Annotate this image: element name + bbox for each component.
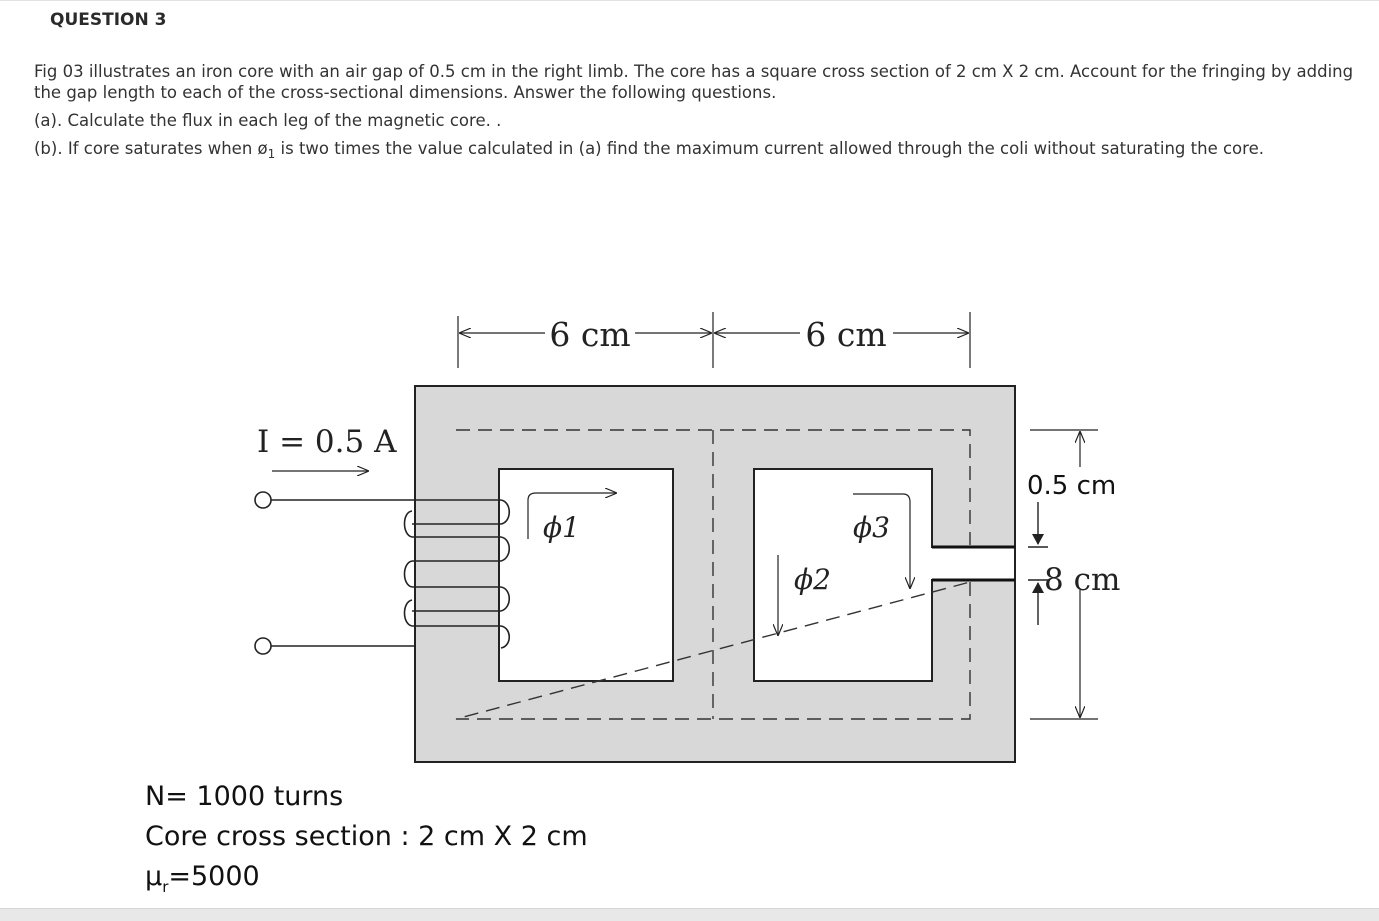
terminal-bottom: [255, 638, 271, 654]
terminal-top: [255, 492, 271, 508]
mu-symbol: μ: [145, 861, 163, 892]
top-dimension: [458, 312, 970, 368]
permeability-label: [145, 861, 260, 896]
air-gap: [932, 547, 1015, 580]
phi3-label: ϕ3: [853, 511, 890, 544]
turns-label: N= 1000 turns: [145, 781, 344, 812]
core-section-label: Core cross section : 2 cm X 2 cm: [145, 821, 588, 852]
phi2-label: ϕ2: [794, 563, 831, 596]
phi1-label: ϕ1: [543, 511, 580, 544]
question-intro: Fig 03 illustrates an iron core with an air gap of 0.5 cm in the right limb. The core has a square cross section of 2 cm X 2 cm. Account for the fringing by adding the gap length to each of the cross-sectional dimensions. Answer the following questions.: [34, 62, 1354, 102]
mu-subscript: r: [162, 878, 169, 896]
dim-right-label: 6 cm: [805, 315, 887, 354]
iron-core: [415, 386, 1015, 762]
current-label: I = 0.5 A: [257, 424, 397, 460]
question-part-a: (a). Calculate the flux in each leg of the magnetic core. .: [34, 111, 502, 130]
part-b-text-end: is two times the value calculated in (a) find the maximum current allowed through the coli without saturating the core.: [275, 139, 1264, 158]
mu-value: =5000: [168, 861, 260, 892]
height-label: 8 cm: [1044, 562, 1121, 598]
dim-left-label: 6 cm: [549, 315, 631, 354]
bottom-bar: [0, 908, 1379, 921]
gap-label: 0.5 cm: [1027, 471, 1117, 501]
part-b-text-start: (b). If core saturates when ø: [34, 139, 268, 158]
question-title: QUESTION 3: [50, 10, 167, 30]
part-b-phi-subscript: 1: [267, 147, 276, 161]
